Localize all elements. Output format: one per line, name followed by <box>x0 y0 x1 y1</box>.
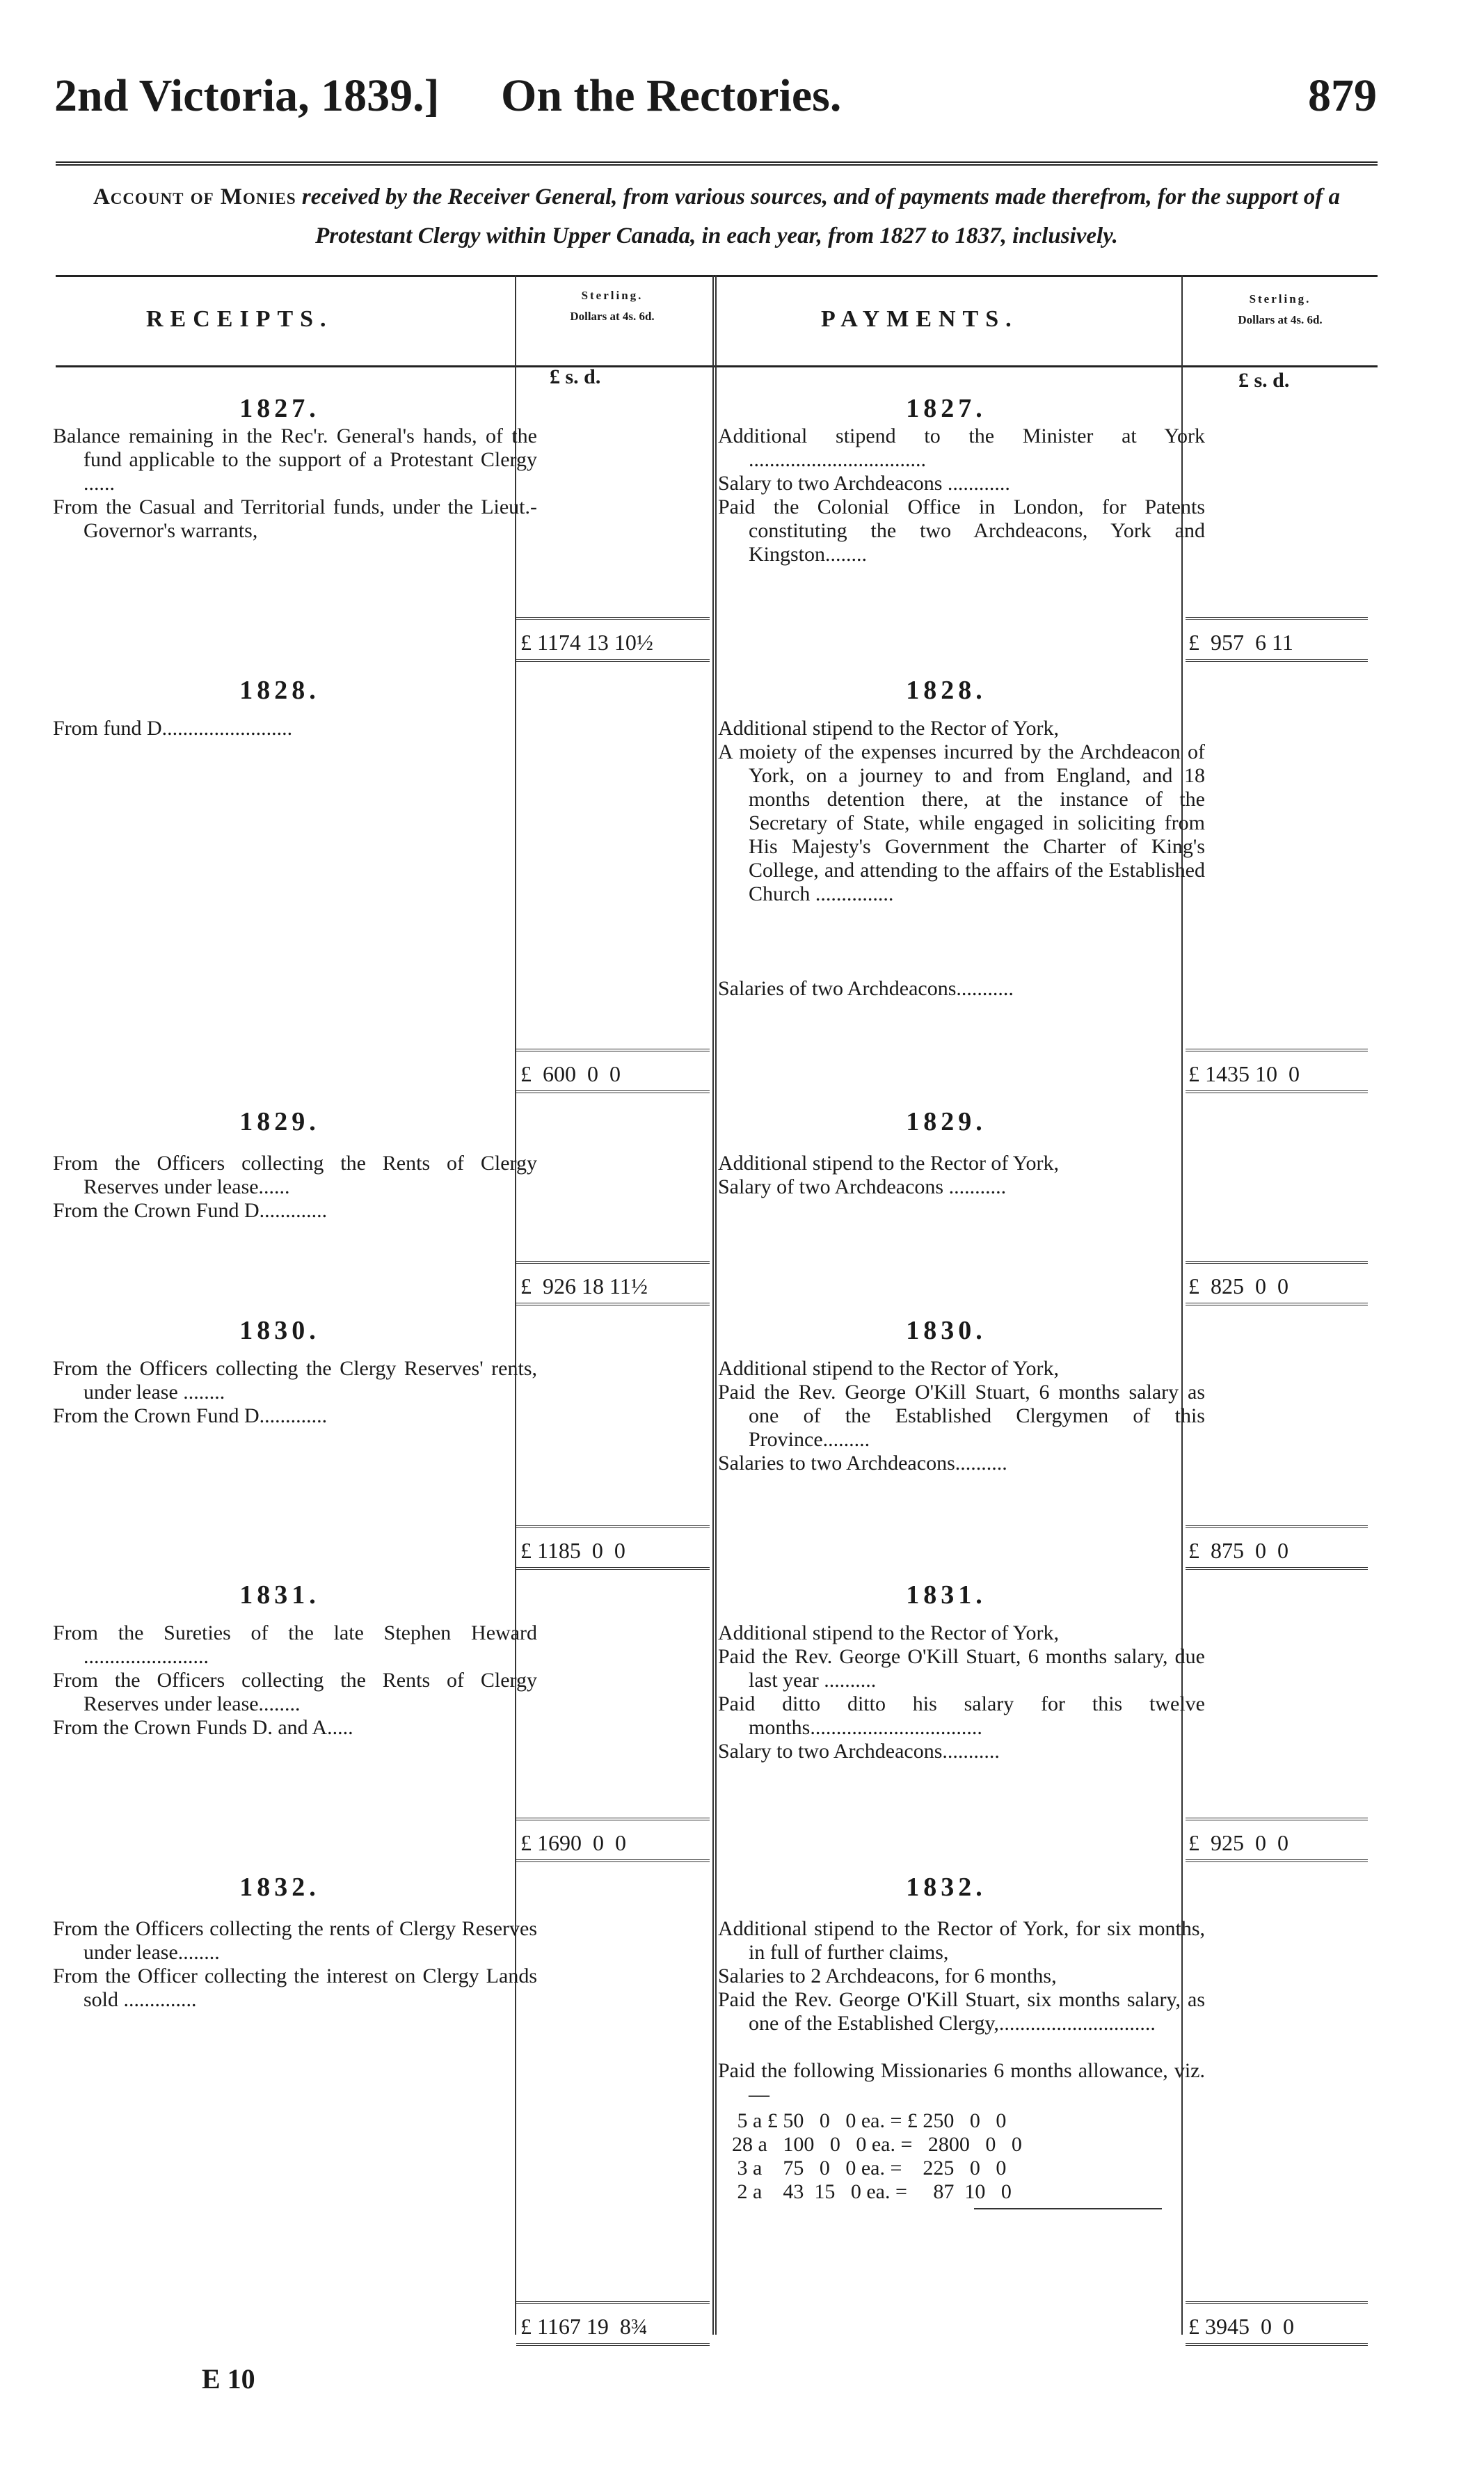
payments-lsd-head: £ s. d. <box>1238 369 1290 392</box>
missionaries-subrule <box>974 2208 1162 2209</box>
missionary-row: 2 a 43 15 0 ea. = 87 10 0 <box>732 2180 1012 2203</box>
payments-year-total: £ 1435 10 0 <box>1188 1061 1300 1086</box>
payments-total-rule <box>1186 1049 1368 1051</box>
receipt-entry: From the Crown Funds D. and A..... <box>53 1716 353 1739</box>
payment-entry: Salaries to two Archdeacons.......... <box>718 1452 1007 1475</box>
payment-entry: Additional stipend to the Rector of York, <box>718 1152 1059 1175</box>
running-head-title: On the Rectories. <box>501 70 842 121</box>
payments-total-rule <box>1186 1818 1368 1820</box>
payment-entry: Paid the Rev. George O'Kill Stuart, 6 months salary, due last year .......... <box>718 1645 1205 1692</box>
missionary-row: 3 a 75 0 0 ea. = 225 0 0 <box>732 2157 1007 2180</box>
account-heading-lead: Account of Monies <box>93 184 296 209</box>
payment-entry: Paid the Colonial Office in London, for Patents constituting the two Archdeacons, York and Kingston........ <box>718 495 1205 566</box>
payment-entry: Additional stipend to the Rector of York, <box>718 717 1059 740</box>
payments-year-heading: 1832. <box>906 1873 987 1902</box>
payments-year-heading: 1830. <box>906 1316 987 1345</box>
receipt-entry: From the Officer collecting the interest on Clergy Lands sold .............. <box>53 1964 537 2011</box>
dollars-rate-label: Dollars at 4s. 6d. <box>570 310 655 323</box>
account-heading-text: received by the Receiver General, from various sources, and of payments made therefrom, for the support of a Protestant Clergy within Upper Canada, in each year, from 1827 to 1837, inclusively. <box>301 184 1341 248</box>
receipts-total-rule <box>516 2301 710 2304</box>
receipts-total-rule <box>516 1261 710 1264</box>
payment-entry: Paid ditto ditto his salary for this twelve months................................. <box>718 1692 1205 1739</box>
table-top-rule <box>56 275 1378 277</box>
receipts-total-underline <box>516 659 710 662</box>
sterling-label: Sterling. <box>581 289 644 302</box>
missionary-row: 5 a £ 50 0 0 ea. = £ 250 0 0 <box>732 2109 1007 2132</box>
payments-year-heading: 1828. <box>906 676 987 705</box>
payments-total-rule <box>1186 2301 1368 2304</box>
receipt-entry: From the Officers collecting the Rents of Clergy Reserves under lease........ <box>53 1669 537 1715</box>
receipts-total-rule <box>516 1049 710 1051</box>
receipt-entry: From the Sureties of the late Stephen Heward ........................ <box>53 1621 537 1668</box>
payment-entry: Salary to two Archdeacons........... <box>718 1740 1000 1763</box>
payments-total-rule <box>1186 617 1368 620</box>
receipts-total-rule <box>516 1818 710 1820</box>
payments-total-underline <box>1186 659 1368 662</box>
payments-year-total: £ 3945 0 0 <box>1188 2314 1294 2339</box>
receipts-year-total: £ 1185 0 0 <box>520 1538 625 1563</box>
receipts-year-heading: 1831. <box>239 1580 320 1610</box>
receipt-entry: From the Officers collecting the rents of Clergy Reserves under lease........ <box>53 1917 537 1964</box>
receipts-year-heading: 1827. <box>239 394 320 423</box>
signature-mark: E 10 <box>202 2363 255 2395</box>
payment-entry: Additional stipend to the Minister at York .................................. <box>718 424 1205 471</box>
receipts-year-total: £ 926 18 11½ <box>520 1273 648 1299</box>
receipts-total-rule <box>516 1525 710 1528</box>
receipts-total-underline <box>516 1090 710 1093</box>
payments-year-total: £ 875 0 0 <box>1188 1538 1288 1563</box>
receipts-year-heading: 1828. <box>239 676 320 705</box>
receipts-year-total: £ 1167 19 8¾ <box>520 2314 648 2339</box>
missionary-row: 28 a 100 0 0 ea. = 2800 0 0 <box>732 2133 1022 2156</box>
payment-entry: Salaries to 2 Archdeacons, for 6 months, <box>718 1964 1057 1987</box>
payments-year-total: £ 957 6 11 <box>1188 630 1293 655</box>
payment-entry: Additional stipend to the Rector of York, for six months, in full of further claims, <box>718 1917 1205 1964</box>
payments-heading: PAYMENTS. <box>821 306 1019 332</box>
header-rule <box>56 161 1378 166</box>
payments-total-underline <box>1186 1090 1368 1093</box>
receipt-entry: From the Officers collecting the Rents of Clergy Reserves under lease...... <box>53 1152 537 1198</box>
receipts-year-total: £ 600 0 0 <box>520 1061 621 1086</box>
receipts-year-total: £ 1174 13 10½ <box>520 630 653 655</box>
payments-total-rule <box>1186 1261 1368 1264</box>
receipts-year-heading: 1832. <box>239 1873 320 1902</box>
column-head-rule <box>56 365 1378 367</box>
center-divider <box>712 275 717 2335</box>
page-number: 879 <box>1308 70 1377 121</box>
payments-currency-head <box>1183 289 1378 331</box>
receipts-heading: RECEIPTS. <box>146 306 333 332</box>
receipts-year-total: £ 1690 0 0 <box>520 1830 626 1855</box>
payment-entry: Salary of two Archdeacons ........... <box>718 1175 1007 1198</box>
payments-year-heading: 1827. <box>906 394 987 423</box>
receipts-year-heading: 1830. <box>239 1316 320 1345</box>
sterling-label: Sterling. <box>1249 292 1311 305</box>
receipts-total-underline <box>516 1303 710 1305</box>
receipt-entry: From fund D......................... <box>53 717 293 740</box>
payment-entry: Additional stipend to the Rector of York, <box>718 1621 1059 1644</box>
receipts-currency-head <box>515 285 710 327</box>
payments-total-rule <box>1186 1525 1368 1528</box>
receipt-entry: From the Crown Fund D............. <box>53 1199 328 1222</box>
receipts-lsd-head: £ s. d. <box>550 365 601 388</box>
payments-total-underline <box>1186 1303 1368 1305</box>
receipt-entry: Balance remaining in the Rec'r. General's hands, of the fund applicable to the support of a Protestant Clergy ...... <box>53 424 537 495</box>
payment-entry: Paid the following Missionaries 6 months allowance, viz.— <box>718 2059 1205 2106</box>
receipts-total-rule <box>516 617 710 620</box>
receipt-entry: From the Officers collecting the Clergy Reserves' rents, under lease ........ <box>53 1357 537 1404</box>
payment-entry: Paid the Rev. George O'Kill Stuart, 6 months salary as one of the Established Clergymen of this Province......... <box>718 1381 1205 1451</box>
payment-entry: Salaries of two Archdeacons........... <box>718 977 1014 1000</box>
payments-year-heading: 1831. <box>906 1580 987 1610</box>
receipts-total-underline <box>516 1567 710 1570</box>
payment-entry: Paid the Rev. George O'Kill Stuart, six months salary, as one of the Established Clergy,.............................. <box>718 1988 1205 2035</box>
dollars-rate-label: Dollars at 4s. 6d. <box>1238 313 1323 326</box>
payment-entry: Salary to two Archdeacons ............ <box>718 472 1010 495</box>
receipt-entry: From the Casual and Territorial funds, under the Lieut.-Governor's warrants, <box>53 495 537 542</box>
payments-total-underline <box>1186 2343 1368 2346</box>
payments-year-total: £ 925 0 0 <box>1188 1830 1288 1855</box>
payment-entry: A moiety of the expenses incurred by the Archdeacon of York, on a journey to and from England, and 18 months detention there, at the instance of the Secretary of State, while engaged in soliciting from His Majesty's Government the Charter of King's College, and attending to the affairs of the Established Church ............... <box>718 740 1205 905</box>
payments-year-heading: 1829. <box>906 1107 987 1136</box>
account-heading <box>56 177 1378 255</box>
receipts-total-underline <box>516 1859 710 1862</box>
payments-total-underline <box>1186 1567 1368 1570</box>
receipts-year-heading: 1829. <box>239 1107 320 1136</box>
running-head-session: 2nd Victoria, 1839.] <box>54 70 440 121</box>
receipts-total-underline <box>516 2343 710 2346</box>
receipt-entry: From the Crown Fund D............. <box>53 1404 328 1427</box>
payment-entry: Additional stipend to the Rector of York, <box>718 1357 1059 1380</box>
payments-total-underline <box>1186 1859 1368 1862</box>
payments-year-total: £ 825 0 0 <box>1188 1273 1288 1299</box>
